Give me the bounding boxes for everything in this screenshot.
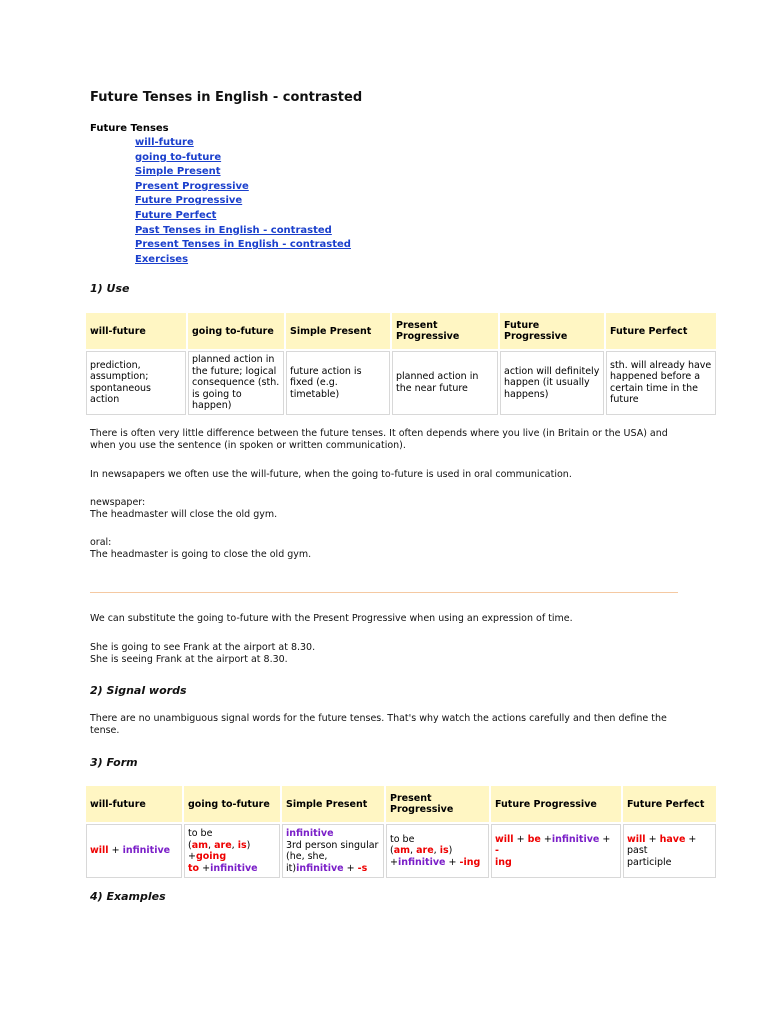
form-token: infinitive xyxy=(551,833,600,845)
form-token: infinitive xyxy=(210,862,258,874)
example-sentence: The headmaster is going to close the old gym. xyxy=(90,549,312,560)
form-token: participle xyxy=(627,856,672,868)
form-token: have xyxy=(659,833,686,845)
table-cell: future action is fixed (e.g. timetable) xyxy=(286,351,390,415)
toc-item xyxy=(135,136,351,151)
form-token: is xyxy=(237,839,247,851)
form-token: + past xyxy=(627,833,697,857)
paragraph: In newsapapers we often use the will-future, when the going to-future is used in oral communication. xyxy=(90,469,572,480)
table-header-row xyxy=(86,313,716,349)
form-token: ( xyxy=(188,839,192,851)
paragraph: There is often very little difference between the future tenses. It often depends where you live (in Britain or the USA) and when you use the sentence (in spoken or written communication). xyxy=(90,428,668,451)
form-token: will xyxy=(495,833,514,845)
form-token: + xyxy=(602,833,611,845)
toc-link-will-future[interactable]: will-future xyxy=(135,137,194,148)
form-token: , xyxy=(208,839,212,851)
toc-link-past-tenses[interactable]: Past Tenses in English - contrasted xyxy=(135,224,332,236)
form-table xyxy=(84,784,718,880)
table-header: will-future xyxy=(86,786,182,822)
form-token: -s xyxy=(357,862,368,874)
table-cell xyxy=(386,824,489,878)
section-heading-use: 1) Use xyxy=(90,282,130,295)
form-token: infinitive xyxy=(122,845,171,857)
toc-item xyxy=(135,224,351,239)
table-cell: action will definitely happen (it usually happens) xyxy=(500,351,604,415)
paragraph: There are no unambiguous signal words for the future tenses. That's why watch the actions carefully and then define the tense. xyxy=(90,713,667,736)
form-token: , xyxy=(231,839,235,851)
table-header: Future Perfect xyxy=(623,786,716,822)
example-label: newspaper: xyxy=(90,497,146,508)
table-cell xyxy=(184,824,280,878)
form-token: will xyxy=(627,833,646,845)
form-token: it) xyxy=(286,862,297,874)
form-token: infinitive xyxy=(286,828,334,839)
form-token: + xyxy=(448,856,457,868)
table-cell: prediction, assumption; spontaneous action xyxy=(86,351,186,415)
form-token: will xyxy=(90,845,109,857)
table-cell: planned action in the future; logical consequence (sth. is going to happen) xyxy=(188,351,284,415)
form-token: ) xyxy=(246,839,251,851)
form-token: going xyxy=(195,851,227,862)
form-token: infinitive xyxy=(296,862,344,874)
form-token: -ing xyxy=(459,856,481,868)
form-token: are xyxy=(416,845,434,857)
example-label: oral: xyxy=(90,537,112,548)
table-row xyxy=(86,351,716,415)
toc-link-future-perfect[interactable]: Future Perfect xyxy=(135,209,217,221)
example-sentence: She is seeing Frank at the airport at 8.30. xyxy=(90,654,288,665)
form-token: + xyxy=(346,862,355,874)
form-token: + xyxy=(111,845,120,857)
form-token: + xyxy=(543,833,552,845)
page-title: Future Tenses in English - contrasted xyxy=(90,90,363,105)
table-header: Simple Present xyxy=(286,313,390,349)
toc-item xyxy=(135,165,351,180)
form-token: are xyxy=(214,839,232,851)
toc-link-simple-present[interactable]: Simple Present xyxy=(135,166,221,178)
paragraph: We can substitute the going to-future with the Present Progressive when using an expression of time. xyxy=(90,613,573,624)
use-table xyxy=(84,311,718,417)
toc-item xyxy=(135,238,351,253)
table-header: Simple Present xyxy=(282,786,384,822)
table-row xyxy=(86,824,716,878)
example-sentence: She is going to see Frank at the airport at 8.30. xyxy=(90,642,316,653)
form-token: , xyxy=(433,845,437,857)
form-token: ) xyxy=(448,845,453,857)
table-cell xyxy=(86,824,182,878)
toc-link-exercises[interactable]: Exercises xyxy=(135,253,189,265)
form-token: is xyxy=(439,845,449,857)
toc-link-going-to-future[interactable]: going to-future xyxy=(135,151,222,163)
form-token: ( xyxy=(390,845,394,857)
example-sentence: The headmaster will close the old gym. xyxy=(90,509,278,520)
section-heading-form: 3) Form xyxy=(90,756,138,769)
table-cell: sth. will already have happened before a certain time in the future xyxy=(606,351,716,415)
toc-item xyxy=(135,209,351,224)
table-header: Future Progressive xyxy=(500,313,604,349)
table-header: going to-future xyxy=(188,313,284,349)
form-token: infinitive xyxy=(397,856,446,868)
section-heading-signal-words: 2) Signal words xyxy=(90,684,187,697)
toc-link-present-progressive[interactable]: Present Progressive xyxy=(135,180,249,192)
form-token: be xyxy=(527,833,541,845)
form-token: am xyxy=(393,845,411,857)
toc-item xyxy=(135,253,351,268)
toc-item xyxy=(135,180,351,195)
table-header: going to-future xyxy=(184,786,280,822)
form-token: + xyxy=(390,856,398,868)
toc-item xyxy=(135,194,351,209)
form-token: 3rd person singular xyxy=(286,839,379,851)
table-cell: planned action in the near future xyxy=(392,351,498,415)
toc-item xyxy=(135,151,351,166)
table-header: will-future xyxy=(86,313,186,349)
table-header: Present Progressive xyxy=(386,786,489,822)
table-header: Future Progressive xyxy=(491,786,621,822)
form-token: to be xyxy=(188,828,213,839)
form-token: ing xyxy=(495,856,512,868)
form-token: to be xyxy=(390,833,415,845)
table-cell xyxy=(623,824,716,878)
form-token: (he, she, xyxy=(286,851,328,862)
form-token: + xyxy=(202,862,211,874)
table-header: Future Perfect xyxy=(606,313,716,349)
table-cell xyxy=(491,824,621,878)
form-token: am xyxy=(191,839,209,851)
table-header-row xyxy=(86,786,716,822)
section-heading-examples: 4) Examples xyxy=(90,890,166,903)
form-token: + xyxy=(516,833,525,845)
form-token: + xyxy=(648,833,657,845)
toc-heading: Future Tenses xyxy=(90,123,169,134)
toc-link-future-progressive[interactable]: Future Progressive xyxy=(135,195,243,207)
toc-link-present-tenses[interactable]: Present Tenses in English - contrasted xyxy=(135,239,351,251)
divider xyxy=(90,592,678,593)
form-token: to xyxy=(188,862,200,874)
form-token: - xyxy=(495,845,499,857)
table-header: Present Progressive xyxy=(392,313,498,349)
toc-list xyxy=(135,136,351,267)
form-token: + xyxy=(188,851,196,862)
table-cell xyxy=(282,824,384,878)
form-token: , xyxy=(410,845,414,857)
